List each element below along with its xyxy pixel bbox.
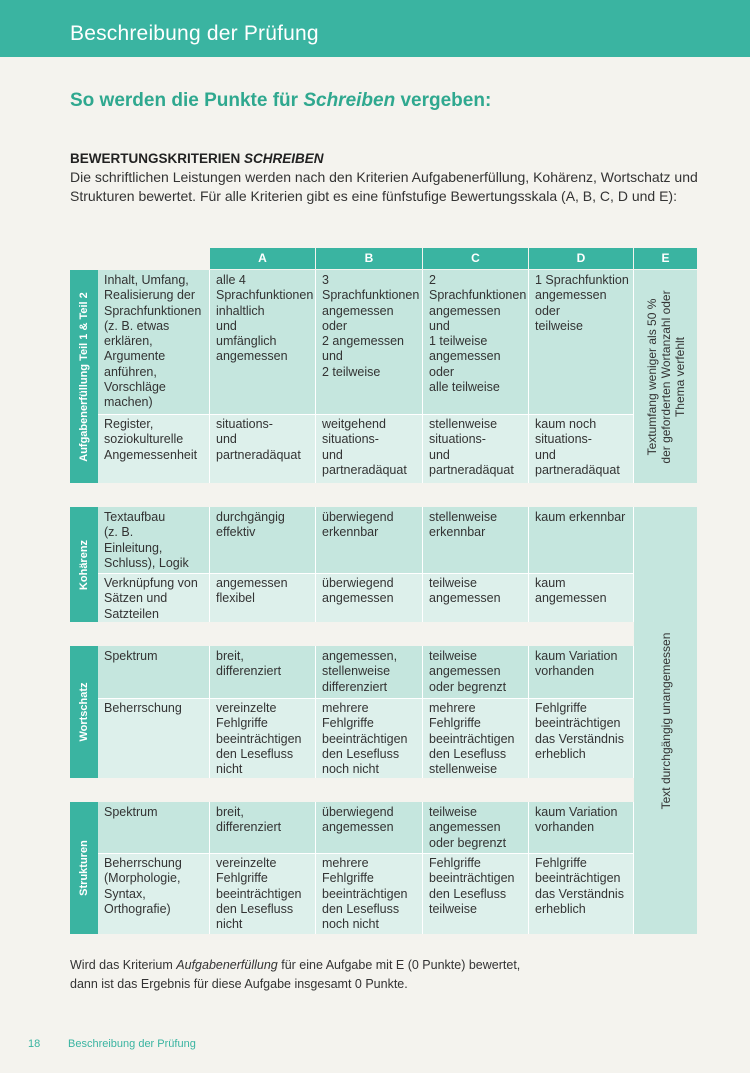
column-divider: [315, 646, 316, 778]
row-divider: [98, 573, 634, 574]
rating-cell-d: kaum noch situations- und partneradäquat: [535, 417, 620, 477]
rating-cell-a: alle 4 Sprachfunktionen inhaltlich und umfänglich angemessen: [216, 273, 314, 364]
column-divider: [209, 646, 210, 778]
row-divider: [98, 698, 634, 699]
column-e-aufgabenerfuellung: [634, 270, 697, 483]
row-divider: [98, 414, 634, 415]
row-divider: [98, 853, 634, 854]
group-label-2: [70, 646, 98, 778]
footer-title: Beschreibung der Prüfung: [68, 1038, 196, 1050]
rating-cell-b: überwiegend angemessen: [322, 805, 394, 835]
group-label-text: Kohärenz: [78, 539, 90, 590]
column-divider: [315, 802, 316, 934]
rating-cell-c: teilweise angemessen: [429, 576, 501, 606]
group-label-text: Aufgabenerfüllung Teil 1 & Teil 2: [78, 291, 90, 462]
criterion-cell: Spektrum: [104, 805, 158, 819]
criteria-heading-prefix: BEWERTUNGSKRITERIEN: [70, 151, 245, 166]
page-number: 18: [28, 1038, 41, 1050]
column-divider: [209, 270, 210, 483]
column-divider: [633, 802, 634, 934]
column-header-c: C: [423, 248, 528, 269]
rating-cell-b: 3 Sprachfunktionen angemessen oder 2 angemessen und 2 teilweise: [322, 273, 420, 379]
rating-cell-b: mehrere Fehlgriffe beeinträchtigen den Lesefluss noch nicht: [322, 701, 408, 777]
rating-cell-d: kaum Variation vorhanden: [535, 649, 618, 679]
column-divider: [528, 646, 529, 778]
group-label-0: [70, 270, 98, 483]
criteria-heading-italic: SCHREIBEN: [244, 151, 324, 166]
column-e-text-1: Textumfang weniger als 50 % der geforderten Wortanzahl oder Thema verfehlt: [644, 289, 687, 464]
rating-cell-b: angemessen, stellenweise differenziert: [322, 649, 398, 694]
rating-cell-d: kaum angemessen: [535, 576, 607, 606]
column-divider: [209, 802, 210, 934]
footer-note: [70, 956, 700, 994]
column-header-b: B: [316, 248, 422, 269]
column-divider: [633, 646, 634, 778]
rating-cell-a: vereinzelte Fehlgriffe beeinträchtigen den Lesefluss nicht: [216, 856, 302, 932]
criteria-heading: [70, 151, 324, 166]
rating-cell-c: teilweise angemessen oder begrenzt: [429, 805, 507, 850]
rating-cell-b: mehrere Fehlgriffe beeinträchtigen den Lesefluss noch nicht: [322, 856, 408, 932]
page-header-bar: [0, 0, 750, 57]
rating-cell-b: überwiegend angemessen: [322, 576, 394, 606]
criterion-cell: Beherrschung: [104, 701, 182, 715]
rating-cell-a: breit, differenziert: [216, 649, 282, 679]
page-heading: [70, 90, 491, 112]
heading-italic: Schreiben: [303, 90, 396, 111]
criteria-intro: Die schriftlichen Leistungen werden nach den Kriterien Aufgabenerfüllung, Kohärenz, Wortschatz und Strukturen bewertet. Für alle Kriterien gibt es eine fünfstufige Bewertungsskala (A, B, C, D und E):: [70, 169, 698, 204]
criterion-cell: Beherrschung (Morphologie, Syntax, Orthografie): [104, 856, 182, 916]
rating-cell-d: kaum erkennbar: [535, 510, 626, 524]
column-divider: [528, 270, 529, 483]
column-divider: [422, 507, 423, 622]
rating-cell-c: 2 Sprachfunktionen angemessen und 1 teilweise angemessen oder alle teilweise: [429, 273, 527, 395]
rating-cell-a: breit, differenziert: [216, 805, 282, 835]
column-divider: [315, 270, 316, 483]
heading-suffix: vergeben:: [395, 90, 492, 111]
rating-cell-a: situations- und partneradäquat: [216, 417, 301, 462]
rating-cell-c: mehrere Fehlgriffe beeinträchtigen den Lesefluss stellenweise: [429, 701, 515, 777]
column-header-a: A: [210, 248, 315, 269]
rating-cell-b: überwiegend erkennbar: [322, 510, 394, 540]
rating-cell-d: 1 Sprachfunktion angemessen oder teilweise: [535, 273, 629, 333]
group-label-text: Wortschatz: [78, 682, 90, 742]
rating-cell-a: angemessen flexibel: [216, 576, 288, 606]
rating-cell-d: kaum Variation vorhanden: [535, 805, 618, 835]
column-e-unangemessen: [634, 507, 697, 934]
group-label-text: Strukturen: [78, 840, 90, 896]
column-header-e: E: [634, 248, 697, 269]
header-title: Beschreibung der Prüfung: [70, 22, 319, 45]
footer-note-prefix: Wird das Kriterium: [70, 958, 177, 972]
criterion-cell: Inhalt, Umfang, Realisierung der Sprachfunktionen (z. B. etwas erklären, Argumente anführen, Vorschläge machen): [104, 273, 202, 410]
rating-cell-a: durchgängig effektiv: [216, 510, 285, 540]
column-divider: [315, 507, 316, 622]
column-divider: [422, 646, 423, 778]
rating-cell-c: stellenweise erkennbar: [429, 510, 498, 540]
rating-cell-d: Fehlgriffe beeinträchtigen das Verständnis erheblich: [535, 856, 624, 916]
column-divider: [528, 507, 529, 622]
column-divider: [528, 802, 529, 934]
heading-prefix: So werden die Punkte für: [70, 90, 304, 111]
rating-cell-b: weitgehend situations- und partneradäquat: [322, 417, 407, 477]
column-divider: [422, 270, 423, 483]
column-divider: [633, 507, 634, 622]
criterion-cell: Register, soziokulturelle Angemessenheit: [104, 417, 198, 462]
footer-note-suffix: für eine Aufgabe mit E (0 Punkte) bewertet, dann ist das Ergebnis für diese Aufgabe insgesamt 0 Punkte.: [70, 958, 521, 991]
criterion-cell: Spektrum: [104, 649, 158, 663]
rating-cell-c: stellenweise situations- und partneradäquat: [429, 417, 514, 477]
column-divider: [633, 270, 634, 483]
column-e-text-2: Text durchgängig unangemessen: [658, 632, 673, 809]
footer-note-italic: Aufgabenerfüllung: [176, 958, 278, 972]
rating-cell-d: Fehlgriffe beeinträchtigen das Verständnis erheblich: [535, 701, 624, 761]
rating-cell-c: teilweise angemessen oder begrenzt: [429, 649, 507, 694]
column-divider: [422, 802, 423, 934]
criterion-cell: Verknüpfung von Sätzen und Satzteilen: [104, 576, 198, 621]
rating-cell-a: vereinzelte Fehlgriffe beeinträchtigen den Lesefluss nicht: [216, 701, 302, 777]
rating-cell-c: Fehlgriffe beeinträchtigen den Lesefluss teilweise: [429, 856, 515, 916]
criterion-cell: Textaufbau (z. B. Einleitung, Schluss), Logik: [104, 510, 189, 570]
group-label-1: [70, 507, 98, 622]
column-header-d: D: [529, 248, 633, 269]
column-divider: [209, 507, 210, 622]
group-label-3: [70, 802, 98, 934]
